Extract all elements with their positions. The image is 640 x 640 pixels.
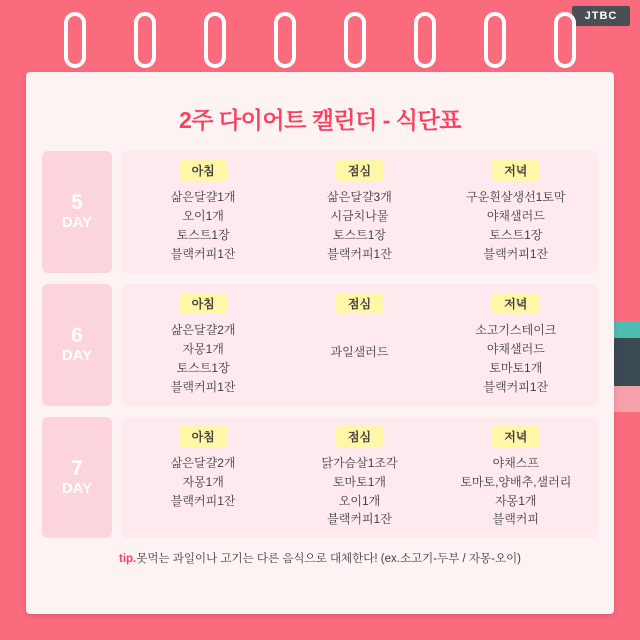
- meal-item: 소고기스테이크: [475, 322, 557, 337]
- meal-item: 자몽1개: [182, 474, 224, 489]
- meal-breakfast: [125, 160, 281, 264]
- meal-badge: 아침: [180, 293, 227, 314]
- day-number: 6: [71, 324, 83, 348]
- meal-items: [475, 321, 556, 397]
- meal-item: 야채샐러드: [486, 341, 545, 356]
- meal-items: [321, 454, 397, 530]
- meal-item: 토마토1개: [489, 360, 543, 375]
- meal-item: 시금치나물: [330, 208, 389, 223]
- meal-item: 자몽1개: [182, 341, 224, 356]
- meal-item: 블랙커피: [492, 512, 539, 527]
- binder-rings: [22, 12, 618, 74]
- day-label: [42, 151, 112, 273]
- meal-lunch: [281, 160, 437, 264]
- meal-item: 야채스프: [492, 455, 539, 470]
- meal-item: 자몽1개: [495, 493, 537, 508]
- meal-item: 토마토1개: [332, 474, 387, 489]
- meal-item: 오이1개: [338, 493, 381, 508]
- meal-item: 토마토,양배추,샐러리: [460, 474, 572, 489]
- meal-item: 토스트1장: [489, 227, 543, 242]
- meal-items: [171, 454, 236, 511]
- meal-item: 닭가슴살1조각: [321, 455, 398, 470]
- brand-label: JTBC: [584, 10, 618, 22]
- meal-item: 토스트1장: [176, 227, 230, 242]
- meal-items: [331, 343, 389, 362]
- tip-note: [42, 550, 598, 566]
- meal-items: [460, 454, 571, 530]
- table-row: [42, 417, 598, 539]
- meal-items: [171, 321, 236, 397]
- meal-breakfast: [125, 426, 281, 530]
- day-word: DAY: [61, 479, 93, 497]
- binder-ring-icon: [344, 12, 366, 68]
- table-row: [42, 151, 598, 273]
- binder-ring-icon: [274, 12, 296, 68]
- meal-dinner: [438, 426, 594, 530]
- meal-badge: 점심: [336, 426, 383, 447]
- meal-item: 야채샐러드: [486, 208, 545, 223]
- meals-panel: [121, 417, 598, 539]
- meal-item: 삶은달걀3개: [327, 190, 392, 204]
- day-number: 7: [71, 456, 83, 480]
- meal-item: 오이1개: [182, 208, 224, 223]
- tip-text: 못먹는 과일이나 고기는 다른 음식으로 대체한다! (ex.소고기-두부 / 자몽-오이): [136, 553, 522, 566]
- meal-badge: 아침: [180, 426, 227, 447]
- meal-item: 삶은달걀2개: [170, 455, 236, 470]
- meal-items: [466, 188, 565, 264]
- meal-item: 블랙커피1잔: [170, 379, 236, 394]
- meal-item: 블랙커피1잔: [327, 512, 392, 527]
- table-row: [42, 284, 598, 406]
- day-rows: [42, 151, 598, 538]
- binder-ring-icon: [204, 12, 226, 68]
- meal-lunch: [281, 293, 437, 397]
- day-label: [42, 284, 112, 406]
- meal-items: [171, 188, 236, 264]
- binder-ring-icon: [554, 12, 576, 68]
- meal-badge: 점심: [336, 160, 383, 181]
- day-word: DAY: [61, 347, 93, 365]
- meal-badge: 저녁: [492, 293, 539, 314]
- meal-item: 삶은달걀1개: [170, 190, 236, 204]
- meal-item: 구운흰살생선1토막: [466, 190, 566, 204]
- page-title: 2주 다이어트 캘린더 - 식단표: [179, 107, 461, 133]
- day-word: DAY: [61, 214, 93, 232]
- meal-item: 토스트1장: [332, 227, 387, 242]
- meal-dinner: [438, 160, 594, 264]
- meal-item: 삶은달걀2개: [170, 322, 236, 337]
- meal-item: 블랙커피1잔: [170, 246, 236, 261]
- tip-prefix: tip.: [118, 553, 137, 566]
- meal-item: 블랙커피1잔: [170, 493, 236, 508]
- meal-badge: 저녁: [492, 160, 539, 181]
- meal-badge: 점심: [336, 293, 383, 314]
- meal-dinner: [438, 293, 594, 397]
- meal-badge: 저녁: [492, 426, 539, 447]
- day-number: 5: [71, 191, 83, 215]
- meal-item: 블랙커피1잔: [483, 246, 549, 261]
- meal-breakfast: [125, 293, 281, 397]
- meal-item: 블랙커피1잔: [327, 246, 392, 261]
- meals-panel: [121, 284, 598, 406]
- calendar-card: [26, 72, 614, 614]
- meal-item: 토스트1장: [176, 360, 230, 375]
- binder-ring-icon: [484, 12, 506, 68]
- meal-lunch: [281, 426, 437, 530]
- meal-badge: 아침: [180, 160, 227, 181]
- meal-item: 블랙커피1잔: [483, 379, 549, 394]
- binder-ring-icon: [134, 12, 156, 68]
- meal-item: 과일샐러드: [330, 344, 389, 359]
- day-label: [42, 417, 112, 539]
- binder-ring-icon: [414, 12, 436, 68]
- meals-panel: [121, 151, 598, 273]
- binder-ring-icon: [64, 12, 86, 68]
- meal-items: [327, 188, 392, 264]
